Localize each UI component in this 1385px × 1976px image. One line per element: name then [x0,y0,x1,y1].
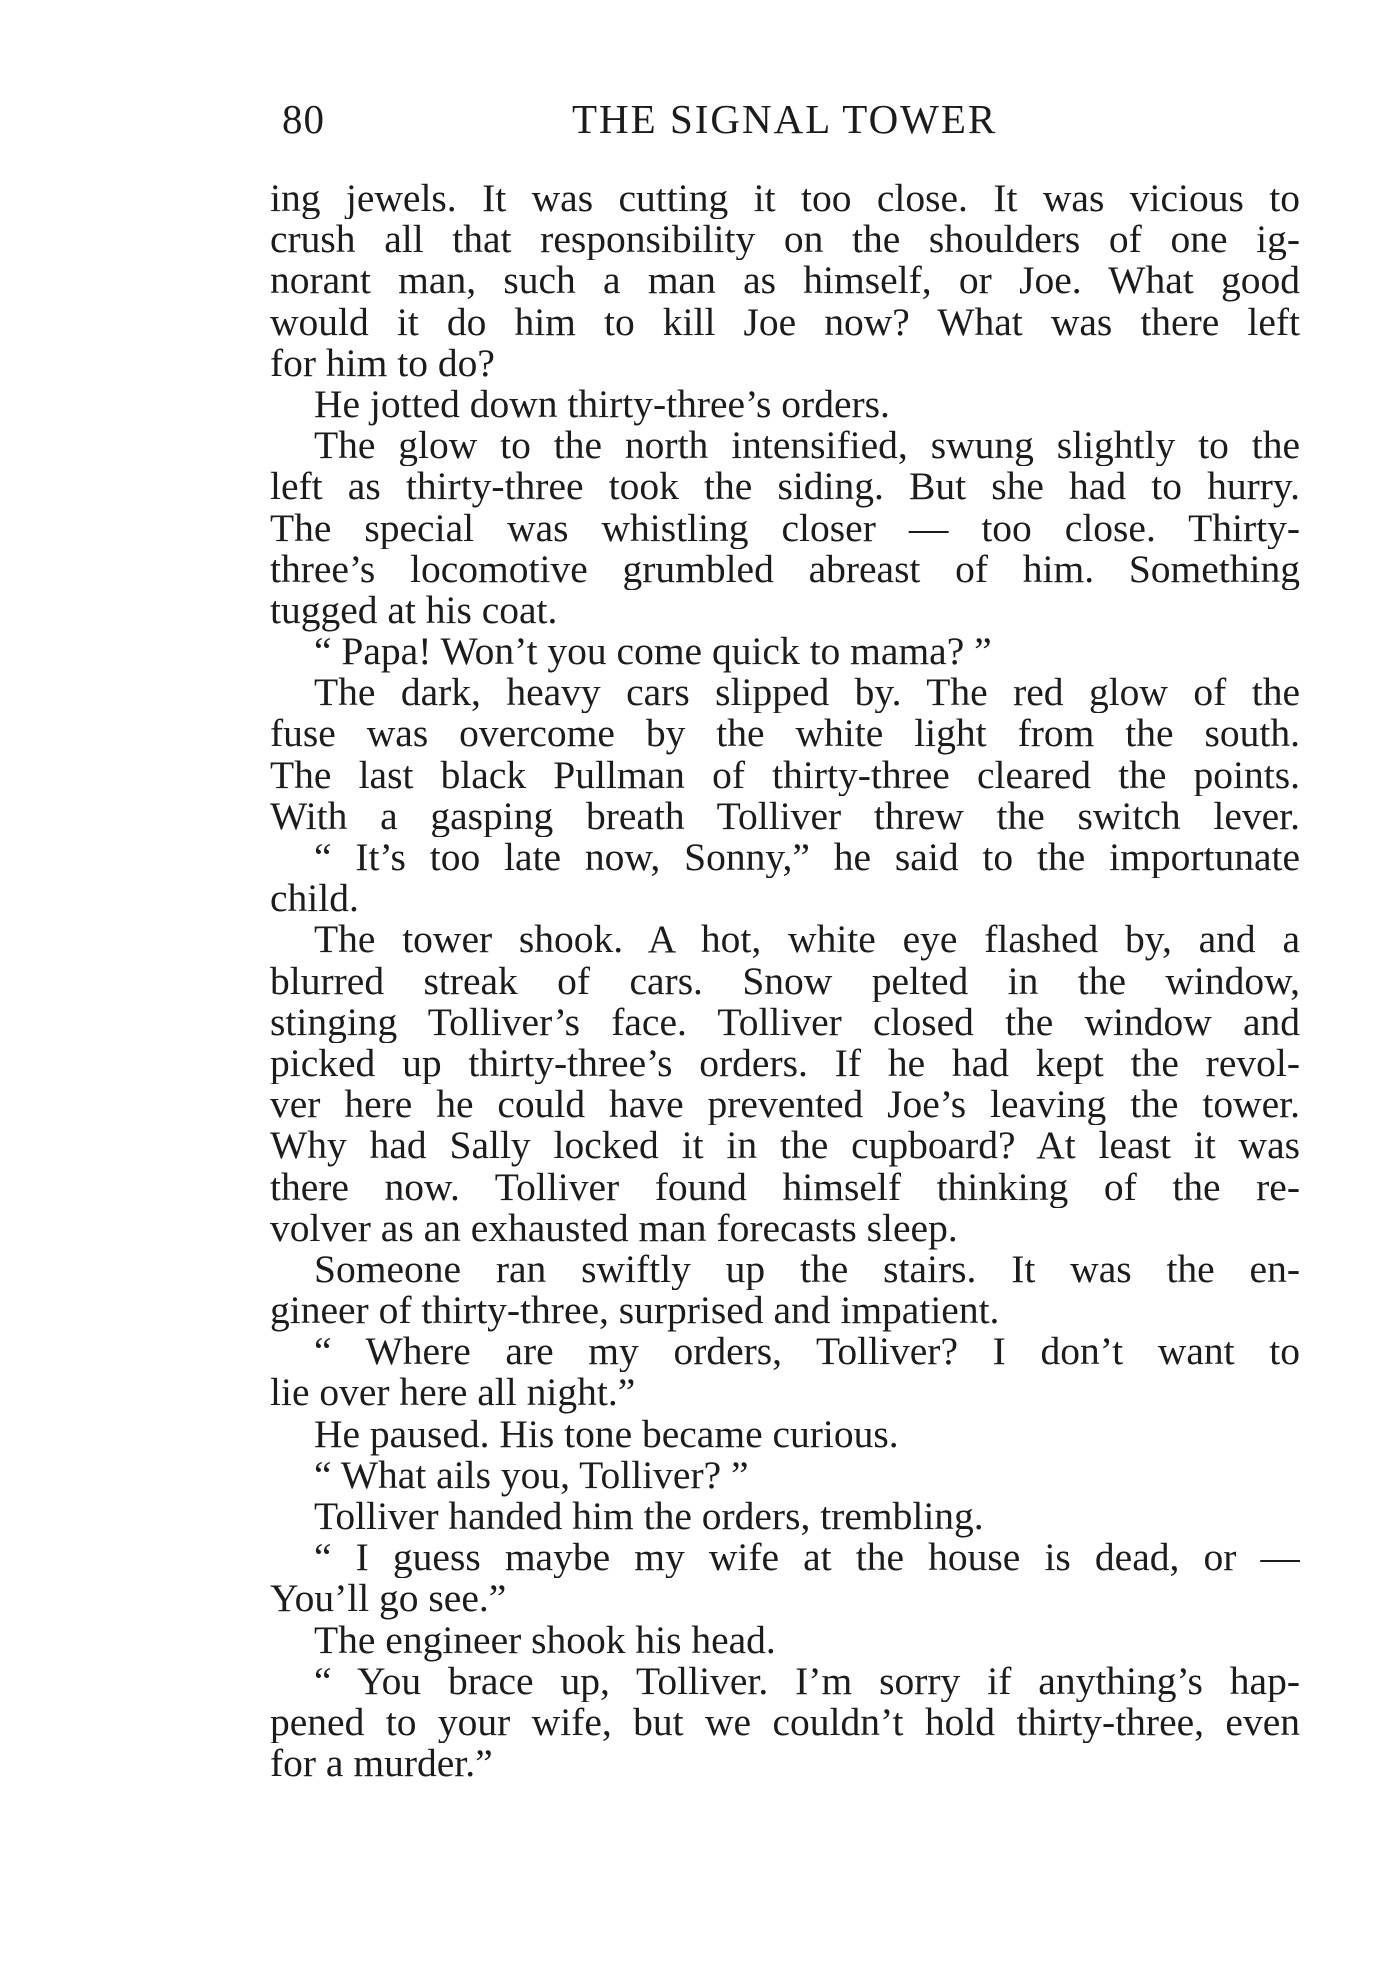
text-line: “ You brace up, Tolliver. I’m sorry if anything’s hap- [314,1660,1300,1702]
text-line: The special was whistling closer — too close. Thirty- [270,507,1300,549]
text-line: there now. Tolliver found himself thinking of the re- [270,1166,1300,1208]
page-number: 80 [282,96,325,142]
text-line: ver here he could have prevented Joe’s leaving the tower. [270,1084,1300,1126]
text-line: He jotted down thirty-three’s orders. [314,381,890,426]
text-line: “ What ails you, Tolliver? ” [314,1452,749,1497]
text-line: Why had Sally locked it in the cupboard? At least it was [270,1125,1300,1167]
text-line: blurred streak of cars. Snow pelted in the window, [270,960,1300,1002]
text-line: volver as an exhausted man forecasts sleep. [270,1205,958,1250]
text-line: for a murder.” [270,1741,493,1786]
text-line: With a gasping breath Tolliver threw the switch lever. [270,795,1300,837]
text-line: child. [270,876,359,921]
text-line: ing jewels. It was cutting it too close. It was vicious to [270,178,1300,220]
running-title: THE SIGNAL TOWER [572,96,998,142]
text-line: pened to your wife, but we couldn’t hold thirty-three, even [270,1701,1300,1744]
text-line: The tower shook. A hot, white eye flashed by, and a [314,919,1300,961]
text-line: “ Papa! Won’t you come quick to mama? ” [314,629,992,674]
text-line: norant man, such a man as himself, or Joe. What good [270,260,1300,302]
text-line: The dark, heavy cars slipped by. The red glow of the [314,672,1300,714]
text-line: fuse was overcome by the white light from the south. [270,713,1300,755]
page-header [262,94,1302,144]
text-line: crush all that responsibility on the shoulders of one ig- [270,219,1300,261]
text-line: The last black Pullman of thirty-three cleared the points. [270,754,1300,796]
text-line: Someone ran swiftly up the stairs. It was the en- [314,1248,1300,1291]
text-line: The engineer shook his head. [314,1617,776,1662]
text-line: He paused. His tone became curious. [314,1411,899,1456]
text-line: “ Where are my orders, Tolliver? I don’t want to [314,1331,1300,1373]
text-line: would it do him to kill Joe now? What was there left [270,301,1300,343]
text-line: “ It’s too late now, Sonny,” he said to the importunate [314,837,1300,879]
text-line: picked up thirty-three’s orders. If he had kept the revol- [270,1042,1300,1085]
text-line: stinging Tolliver’s face. Tolliver closed the window and [270,1001,1300,1043]
text-line: tugged at his coat. [270,587,558,632]
text-line: left as thirty-three took the siding. But she had to hurry. [270,466,1300,508]
text-line: gineer of thirty-three, surprised and impatient. [270,1288,1000,1333]
body-text [270,178,1300,1784]
text-line: You’ll go see.” [270,1576,507,1621]
text-line: three’s locomotive grumbled abreast of him. Something [270,548,1300,590]
text-line: “ I guess maybe my wife at the house is dead, or — [314,1537,1300,1579]
text-line: The glow to the north intensified, swung slightly to the [314,425,1300,467]
text-line: for him to do? [270,340,495,385]
text-line: Tolliver handed him the orders, trembling. [314,1494,984,1538]
text-line: lie over here all night.” [270,1370,636,1415]
